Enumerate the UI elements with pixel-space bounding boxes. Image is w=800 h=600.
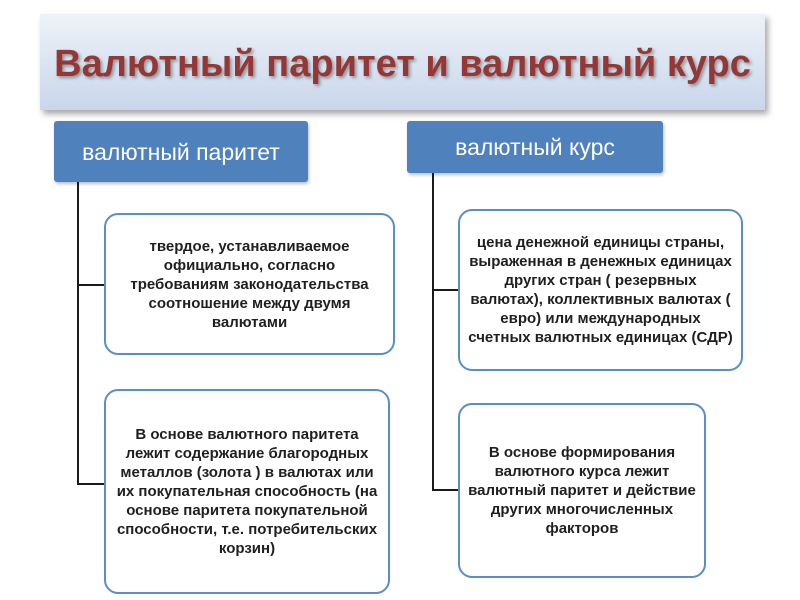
parity-definition-box: твердое, устанавливаемое официально, согласно требованиям законодательства соотношение между двумя валютами: [104, 213, 395, 355]
exchange-rate-header: валютный курс: [407, 121, 663, 173]
left-connector-branch-1: [77, 284, 104, 286]
right-connector-branch-1: [432, 289, 458, 291]
page-title: Валютный паритет и валютный курс: [54, 43, 751, 85]
right-connector-vertical: [432, 173, 434, 491]
right-connector-branch-2: [432, 489, 458, 491]
parity-basis-box: В основе валютного паритета лежит содержание благородных металлов (золота ) в валютах или их покупательная способность (на основе паритета покупательной способности, т.е. потребительских корзин): [104, 389, 390, 594]
left-connector-branch-2: [77, 483, 104, 485]
currency-parity-header: валютный паритет: [54, 121, 308, 182]
left-connector-vertical: [77, 182, 79, 484]
rate-basis-box: В основе формирования валютного курса лежит валютный паритет и действие других многочисленных факторов: [458, 403, 706, 578]
rate-definition-box: цена денежной единицы страны, выраженная в денежных единицах других стран ( резервных валютах), коллективных валютах ( евро) или международных счетных валютных единицах (СДР): [458, 209, 743, 371]
